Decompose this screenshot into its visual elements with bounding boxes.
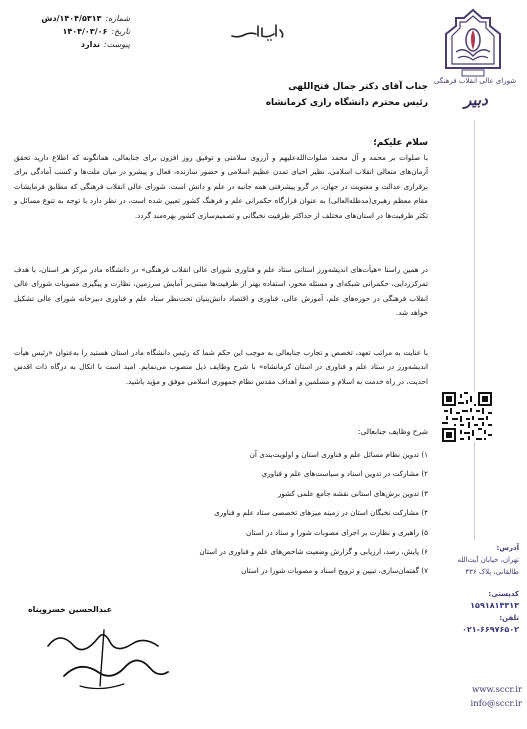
addressee-name: جناب آقای دکتر جمال فتح‌اللهی bbox=[288, 82, 428, 92]
addressee-title: رئیس محترم دانشگاه رازی کرمانشاه bbox=[265, 98, 428, 108]
date-row bbox=[12, 25, 130, 38]
paragraph-context: در همین راستا «هیأت‌های اندیشه‌ورز استانی ستاد علم و فناوری شورای عالی انقلاب فرهنگی» در دانشگاه مادر مرکز هر استان، با هدف تمرکززدایی، حکمرانی شبکه‌ای و مسئله محور، استفاده بهتر از ظرفیت‌ها مبتنی‌بر آمایش سرزمین، نظارت و پیگیری مصوبات شورای عالی انقلاب فرهنگی در حوزه‌های علم، آموزش عالی، فناوری و اقتصاد دانش‌بنیان تحت‌نظر ستاد علم و فناوری دبیرخانه شورای عالی تشکیل خواهد شد. bbox=[14, 265, 428, 318]
duty-item: ۷) گفتمان‌سازی، تبیین و ترویج اسناد و مصوبات شورا در استان bbox=[241, 566, 428, 576]
number-row bbox=[12, 12, 130, 25]
qr-code-icon bbox=[442, 392, 492, 442]
contact-block bbox=[433, 542, 519, 636]
address-line-1: تهران، خیابان آیت‌الله bbox=[457, 556, 519, 564]
duty-item: ۵) راهبری و نظارت بر اجرای مصوبات شورا و ستاد در استان bbox=[246, 527, 428, 537]
duties-list bbox=[14, 445, 428, 581]
website-link[interactable]: www.sccr.ir bbox=[471, 685, 522, 695]
duty-item: ۴) مشارکت نخبگان استان در زمینه میزهای تخصصی ستاد علم و فناوری bbox=[214, 508, 428, 518]
number-value: ۱۴۰۴/۵۳۱۳/دش bbox=[41, 14, 102, 23]
duties-title: شرح وظایف جنابعالی: bbox=[358, 427, 428, 436]
paragraph-intro: با صلوات بر محمد و آل محمد صلوات‌الله‌علیهم و آرزوی سلامتی و توفیق روز افزون برای جنابعالی، همانگونه که اطلاع دارید تحقق آرمان‌های متعالی انقلاب اسلامی، نظیر احیای تمدن عظیم اسلامی و حضور سازنده، فعال و پیشرو در میان ملت‌ها و کسب آمادگی برای برقراری عدالت و معنویت در جهان، در گرو پیشرفتی همه جانبه در علم و دانش است. شورای عالی انقلاب فرهنگی که مطابق فرمایشات مقام معظم رهبری(مدظله‌العالی) به عنوان قرارگاه حکمرانی علم و فرهنگ کشور تعیین شده است، در نظر دارد با توجه به تنوع مسائل و تکثر ظرفیت‌ها در استان‌های مختلف از حداکثر ظرفیت نخبگانی و تصمیم‌سازی کشور بهره‌مند گردد. bbox=[14, 153, 428, 220]
secretariat-title: دبیر bbox=[464, 91, 488, 109]
council-logo-icon bbox=[434, 8, 512, 78]
email-link[interactable]: info@sccr.ir bbox=[470, 699, 522, 709]
margin-divider bbox=[474, 120, 475, 540]
duty-item: ۶) پایش، رصد، ارزیابی و گزارش وضعیت شاخص‌های علم و فناوری در استان bbox=[199, 546, 428, 556]
bismillah-calligraphy bbox=[228, 22, 288, 42]
duty-item: ۱) تدوین نظام مسائل علم و فناوری استان و اولویت‌بندی آن bbox=[249, 450, 428, 459]
address-label: آدرس: bbox=[496, 544, 519, 552]
handwritten-signature bbox=[40, 616, 180, 696]
date-value: ۱۴۰۴/۰۳/۰۶ bbox=[62, 27, 108, 36]
council-name: شورای عالی انقلاب فرهنگی bbox=[433, 77, 517, 85]
signatory-name: عبدالحسین خسروپناه bbox=[27, 605, 113, 614]
date-label: تاریخ: bbox=[111, 27, 130, 36]
attachment-label: پیوست: bbox=[103, 40, 130, 49]
duty-item: ۳) تدوین برش‌های استانی نقشه جامع علمی کشور bbox=[277, 488, 428, 498]
address-line-2: طالقانی، پلاک ۴۳۶ bbox=[465, 568, 519, 576]
phone-label: تلفن: bbox=[499, 614, 519, 622]
postal-code: ۱۵۹۱۸۱۴۳۱۳ bbox=[470, 601, 519, 610]
salutation: سلام علیکم؛ bbox=[373, 138, 428, 148]
duty-item: ۲) مشارکت در تدوین اسناد و سیاست‌های علم و فناوری bbox=[261, 469, 428, 479]
postal-label: کدپستی: bbox=[488, 590, 519, 598]
number-label: شماره: bbox=[105, 14, 130, 23]
letter-meta bbox=[12, 12, 130, 51]
web-contacts bbox=[432, 683, 522, 711]
attachment-row bbox=[12, 38, 130, 51]
attachment-value: ندارد bbox=[80, 40, 100, 49]
phone-number: ۰۲۱-۶۶۹۷۶۵۰۲ bbox=[461, 625, 519, 634]
paragraph-appointment: با عنایت به مراتب تعهد، تخصص و تجارب جنابعالی به موجب این حکم شما که رئیس دانشگاه مادر استان هستید را به‌عنوان «رئیس هیأت اندیشه‌ورز در ستاد علم و فناوری در استان کرمانشاه» با شرح وظایف ذیل منصوب می‌نمایم. امید است با اتکال به درگاه ذات اقدس احدیت، در راه خدمت به اسلام و مسلمین و اهداف مقدس نظام جمهوری اسلامی موفق و مؤید باشید. bbox=[14, 348, 428, 386]
